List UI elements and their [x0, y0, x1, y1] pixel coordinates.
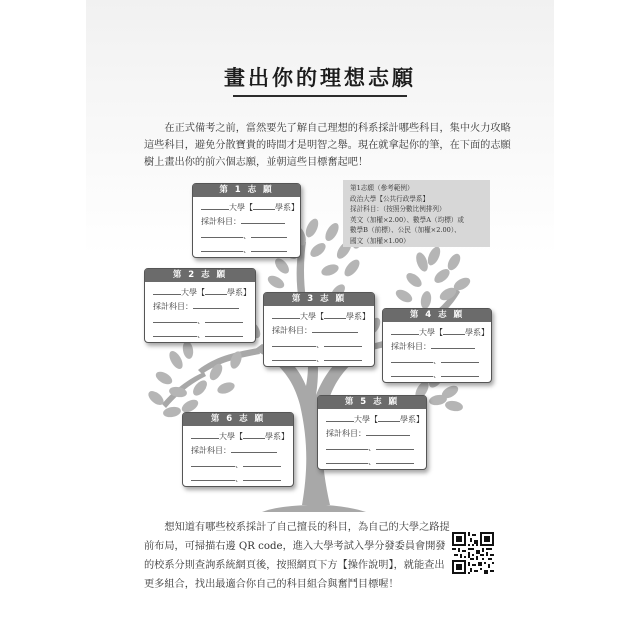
wish-card-3 — [263, 292, 375, 367]
subject-blank[interactable] — [272, 337, 316, 347]
wish-card-1 — [192, 183, 301, 258]
university-label: 大學【 — [219, 432, 243, 441]
subject-blank[interactable] — [441, 353, 479, 363]
university-label: 大學【 — [419, 328, 443, 337]
subject-blank[interactable] — [312, 323, 358, 333]
note-line: 採計科目：（按照分數比例排列） — [350, 205, 446, 214]
comma: 、 — [433, 370, 441, 379]
wish-card-6 — [182, 412, 294, 487]
card-header: 第 1 志 願 — [193, 184, 300, 197]
department-blank[interactable] — [443, 325, 465, 335]
subject-blank[interactable] — [431, 339, 475, 349]
university-blank[interactable] — [326, 412, 354, 422]
page-title: 畫出你的理想志願 — [224, 66, 416, 90]
university-label: 大學【 — [229, 203, 253, 212]
bottom-paragraph: 想知道有哪些校系採計了自己擅長的科目，為自己的大學之路提前布局，可掃描右邊 QR code，進入大學考試入學分發委員會開發的校系分則查詢系統網頁後，按照網頁下方【操作說明】，就能查出更多組合，找出最適合你自己的科目組合與奮鬥目標喔！ — [144, 522, 450, 590]
department-blank[interactable] — [205, 285, 227, 295]
department-blank[interactable] — [324, 309, 346, 319]
subject-blank[interactable] — [191, 471, 235, 481]
subject-blank[interactable] — [326, 454, 368, 464]
note-line: 英文（加權×2.00）、數學A（均標）或 — [350, 215, 464, 224]
university-label: 大學【 — [300, 312, 324, 321]
comma: 、 — [197, 330, 205, 339]
subject-blank[interactable] — [251, 242, 287, 252]
card-header: 第 2 志 願 — [145, 269, 255, 282]
subject-blank[interactable] — [376, 440, 414, 450]
subjects-label: 採計科目： — [201, 217, 241, 226]
subjects-label: 採計科目： — [326, 429, 366, 438]
subject-blank[interactable] — [326, 440, 368, 450]
university-blank[interactable] — [201, 200, 229, 210]
department-label: 學系】 — [400, 415, 424, 424]
comma: 、 — [235, 474, 243, 483]
comma: 、 — [243, 231, 251, 240]
university-blank[interactable] — [191, 429, 219, 439]
card-header: 第 3 志 願 — [264, 293, 374, 306]
subject-blank[interactable] — [391, 353, 433, 363]
subjects-label: 採計科目： — [153, 302, 193, 311]
subject-blank[interactable] — [243, 471, 281, 481]
university-blank[interactable] — [391, 325, 419, 335]
subject-blank[interactable] — [243, 457, 281, 467]
qr-code-icon[interactable] — [452, 532, 494, 574]
department-label: 學系】 — [227, 288, 251, 297]
comma: 、 — [197, 316, 205, 325]
subject-blank[interactable] — [205, 313, 243, 323]
wish-card-5 — [317, 395, 427, 470]
department-blank[interactable] — [253, 200, 275, 210]
department-label: 學系】 — [265, 432, 289, 441]
book-page — [86, 0, 554, 640]
university-label: 大學【 — [354, 415, 378, 424]
department-label: 學系】 — [346, 312, 370, 321]
intro-paragraph: 在正式備考之前，當然要先了解自己理想的科系採計哪些科目，集中火力攻略這些科目，避免分散寶貴的時間才是明智之舉。現在就拿起你的筆，在下面的志願樹上畫出你的前六個志願，並朝這些目標奮起吧！ — [144, 123, 511, 168]
subject-blank[interactable] — [391, 367, 433, 377]
subjects-label: 採計科目： — [272, 326, 312, 335]
reference-example-note — [343, 180, 490, 247]
subjects-label: 採計科目： — [191, 446, 231, 455]
comma: 、 — [433, 356, 441, 365]
department-blank[interactable] — [378, 412, 400, 422]
card-header: 第 5 志 願 — [318, 396, 426, 409]
comma: 、 — [235, 460, 243, 469]
subject-blank[interactable] — [441, 367, 479, 377]
subject-blank[interactable] — [366, 426, 410, 436]
subject-blank[interactable] — [201, 228, 243, 238]
department-blank[interactable] — [243, 429, 265, 439]
comma: 、 — [316, 340, 324, 349]
subject-blank[interactable] — [272, 351, 316, 361]
subject-blank[interactable] — [153, 327, 197, 337]
subject-blank[interactable] — [324, 351, 362, 361]
subject-blank[interactable] — [201, 242, 243, 252]
comma: 、 — [243, 245, 251, 254]
university-blank[interactable] — [153, 285, 181, 295]
comma: 、 — [368, 457, 376, 466]
wish-card-4 — [382, 308, 492, 383]
note-line: 數學B（前標）、公民（加權×2.00）、 — [350, 226, 461, 235]
university-blank[interactable] — [272, 309, 300, 319]
subject-blank[interactable] — [205, 327, 243, 337]
subject-blank[interactable] — [153, 313, 197, 323]
subject-blank[interactable] — [376, 454, 414, 464]
note-line: 國文（加權×1.00） — [350, 236, 410, 245]
subject-blank[interactable] — [231, 443, 277, 453]
comma: 、 — [368, 443, 376, 452]
subject-blank[interactable] — [324, 337, 362, 347]
comma: 、 — [316, 354, 324, 363]
subject-blank[interactable] — [251, 228, 287, 238]
university-label: 大學【 — [181, 288, 205, 297]
subject-blank[interactable] — [191, 457, 235, 467]
subject-blank[interactable] — [193, 299, 239, 309]
card-header: 第 6 志 願 — [183, 413, 293, 426]
subject-blank[interactable] — [241, 214, 285, 224]
note-line: 政治大學【公共行政學系】 — [350, 194, 430, 203]
subjects-label: 採計科目： — [391, 342, 431, 351]
department-label: 學系】 — [465, 328, 489, 337]
department-label: 學系】 — [275, 203, 299, 212]
wish-card-2 — [144, 268, 256, 343]
note-line: 第1志願（參考範例） — [350, 184, 414, 192]
card-header: 第 4 志 願 — [383, 309, 491, 322]
